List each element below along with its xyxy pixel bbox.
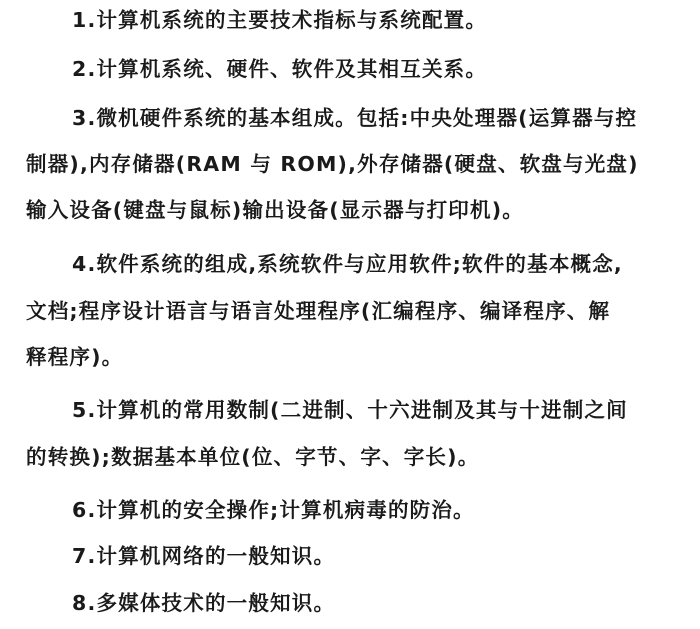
item-8-line-1: 8.多媒体技术的一般知识。 (72, 591, 336, 615)
item-1-line-1: 1.计算机系统的主要技术指标与系统配置。 (72, 8, 488, 32)
item-5-line-2: 的转换);数据基本单位(位、字节、字、字长)。 (26, 445, 480, 469)
item-3-line-3: 输入设备(键盘与鼠标)输出设备(显示器与打印机)。 (26, 198, 524, 222)
item-2-line-1: 2.计算机系统、硬件、软件及其相互关系。 (72, 57, 488, 81)
item-5-line-1: 5.计算机的常用数制(二进制、十六进制及其与十进制之间 (72, 398, 628, 422)
item-6-line-1: 6.计算机的安全操作;计算机病毒的防治。 (72, 498, 475, 522)
item-4-line-3: 释程序)。 (26, 345, 124, 369)
item-3-line-1: 3.微机硬件系统的基本组成。包括:中央处理器(运算器与控 (72, 106, 638, 130)
item-4-line-2: 文档;程序设计语言与语言处理程序(汇编程序、编译程序、解 (26, 299, 611, 323)
item-3-line-2: 制器),内存储器(RAM 与 ROM),外存储器(硬盘、软盘与光盘) (26, 152, 639, 176)
item-7-line-1: 7.计算机网络的一般知识。 (72, 544, 336, 568)
item-4-line-1: 4.软件系统的组成,系统软件与应用软件;软件的基本概念, (72, 252, 623, 276)
